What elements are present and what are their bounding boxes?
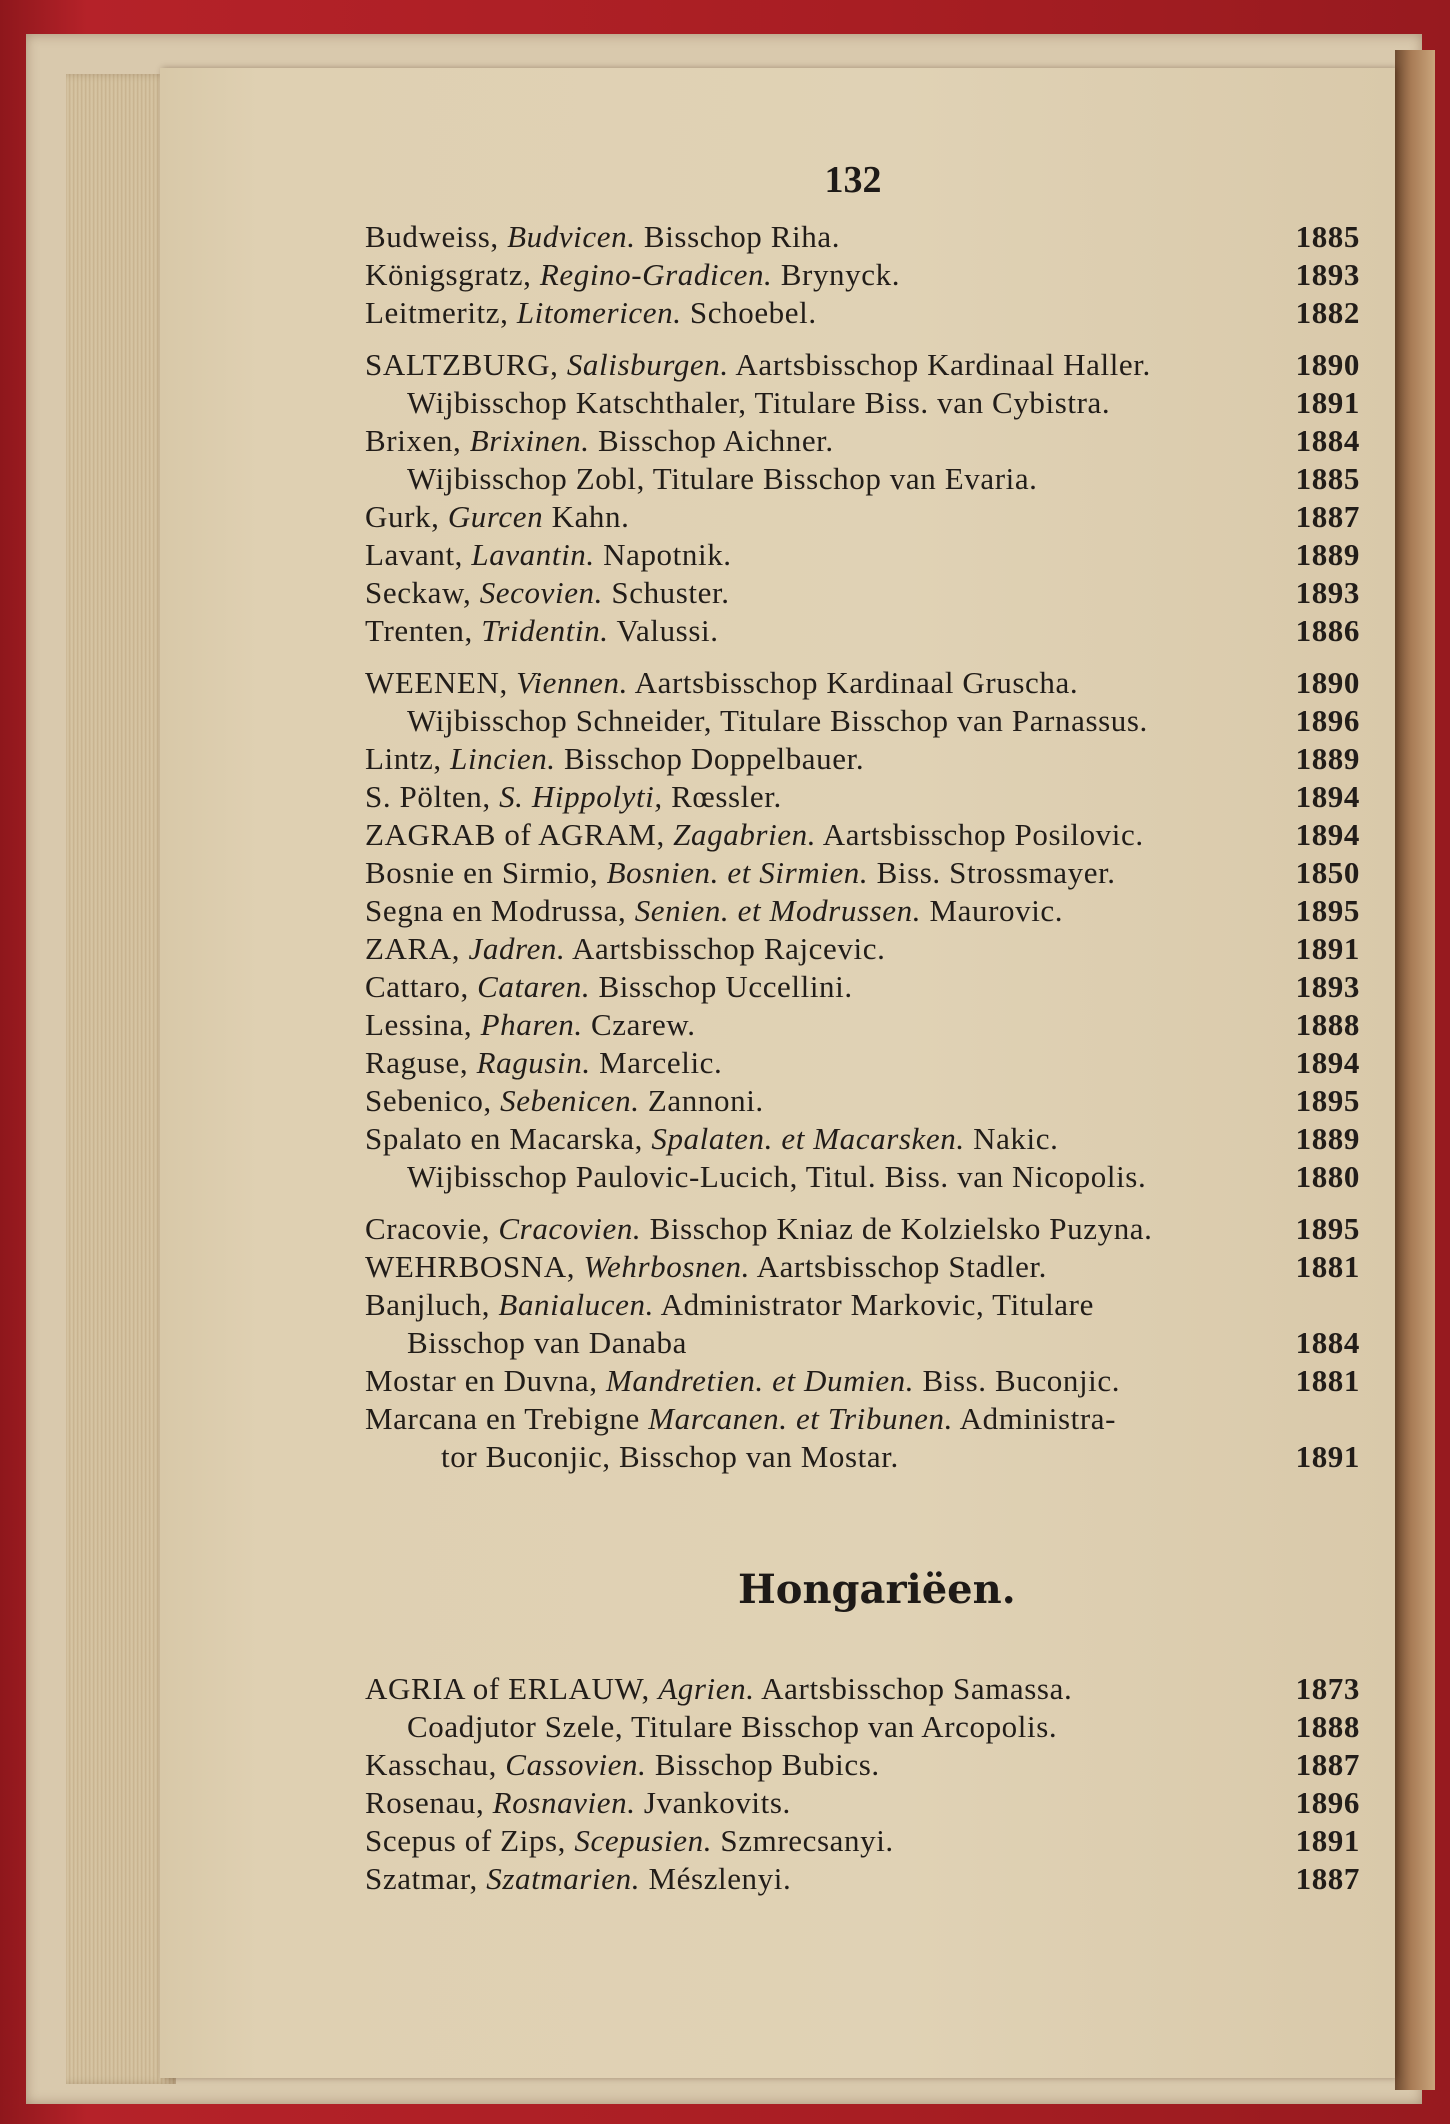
entry-text xyxy=(365,741,864,776)
entry-text xyxy=(365,893,1063,928)
page-number: 132 xyxy=(824,159,882,201)
entry-bishop: Napotnik. xyxy=(594,537,732,572)
entry-text xyxy=(365,703,1148,738)
entry-row xyxy=(365,1670,1375,1708)
entry-year: 1885 xyxy=(1295,461,1360,496)
entry-bishop: Bisschop Riha. xyxy=(635,219,841,254)
entry-year: 1885 xyxy=(1295,219,1360,254)
entry-text xyxy=(365,537,732,572)
entry-bishop: Schuster. xyxy=(603,575,730,610)
entry-row xyxy=(365,702,1375,740)
entry-name: Wijbisschop Zobl, Titulare Bisschop van Evaria. xyxy=(407,461,1038,496)
entry-bishop: Administra- xyxy=(952,1401,1117,1436)
entry-year: 1895 xyxy=(1295,893,1360,928)
entry-bishop: Aartsbisschop Posilovic. xyxy=(816,817,1144,852)
entry-text xyxy=(365,1249,1047,1284)
entry-bishop: Bisschop Doppelbauer. xyxy=(555,741,865,776)
entry-row xyxy=(365,1400,1375,1438)
entry-name: Kasschau, xyxy=(365,1747,506,1782)
entry-row xyxy=(365,892,1375,930)
entry-row xyxy=(365,1362,1375,1400)
entry-name: Bisschop van Danaba xyxy=(407,1325,688,1360)
entry-row xyxy=(365,218,1375,256)
entry-name: AGRIA of ERLAUW, xyxy=(365,1671,659,1706)
entry-name: Banjluch, xyxy=(365,1287,499,1322)
entry-year: 1873 xyxy=(1295,1671,1360,1706)
entry-text xyxy=(365,385,1110,420)
entry-latin-name: Tridentin. xyxy=(481,613,609,648)
entry-row xyxy=(365,816,1375,854)
entry-latin-name: Budvicen. xyxy=(507,219,636,254)
entry-year: 1889 xyxy=(1295,1121,1360,1156)
entry-name: SALTZBURG, xyxy=(365,347,567,382)
entry-row xyxy=(365,612,1375,650)
entry-name: Scepus of Zips, xyxy=(365,1823,575,1858)
entry-year: 1888 xyxy=(1295,1709,1360,1744)
entry-latin-name: Bosnien. et Sirmien. xyxy=(606,855,869,890)
entry-name: Leitmeritz, xyxy=(365,295,517,330)
entry-list-austria xyxy=(365,218,1375,1476)
entry-row xyxy=(365,256,1375,294)
entry-row xyxy=(365,1044,1375,1082)
entry-latin-name: Ragusin. xyxy=(476,1045,591,1080)
entry-bishop: Bisschop Bubics. xyxy=(646,1747,880,1782)
entry-latin-name: Cassovien. xyxy=(505,1747,647,1782)
entry-bishop: Aartsbisschop Kardinaal Gruscha. xyxy=(627,665,1079,700)
entry-latin-name: Cracovien. xyxy=(498,1211,642,1246)
entry-latin-name: S. Hippolyti, xyxy=(499,779,663,814)
entry-name: Lavant, xyxy=(365,537,472,572)
entry-latin-name: Cataren. xyxy=(477,969,591,1004)
entry-year: 1888 xyxy=(1295,1007,1360,1042)
entry-latin-name: Banialucen. xyxy=(498,1287,654,1322)
entry-name: Wijbisschop Katschthaler, Titulare Biss. van Cybistra. xyxy=(407,385,1111,420)
entry-bishop: Bisschop Kniaz de Kolzielsko Puzyna. xyxy=(641,1211,1153,1246)
entry-year: 1893 xyxy=(1295,257,1360,292)
entry-year: 1891 xyxy=(1295,1439,1360,1474)
entry-row xyxy=(365,664,1375,702)
entry-bishop: Aartsbisschop Rajcevic. xyxy=(565,931,886,966)
entry-name: Cattaro, xyxy=(365,969,478,1004)
entry-bishop: Szmrecsanyi. xyxy=(712,1823,894,1858)
entry-bishop: Brynyck. xyxy=(772,257,901,292)
entry-year: 1891 xyxy=(1295,385,1360,420)
entry-text xyxy=(365,257,900,292)
entry-year: 1894 xyxy=(1295,817,1360,852)
entry-bishop: Biss. Buconjic. xyxy=(914,1363,1121,1398)
section-heading: Hongariëen. xyxy=(738,1566,1016,1613)
entry-text xyxy=(365,1747,880,1782)
entry-list-hungary xyxy=(365,1670,1375,1898)
entry-row xyxy=(365,498,1375,536)
entry-text xyxy=(365,1823,894,1858)
entry-text xyxy=(365,1861,791,1896)
entry-row xyxy=(365,778,1375,816)
entry-name: Gurk, xyxy=(365,499,448,534)
entry-text xyxy=(365,1363,1120,1398)
entry-row xyxy=(365,460,1375,498)
entry-bishop: Rœssler. xyxy=(662,779,782,814)
entry-name: ZARA, xyxy=(365,931,469,966)
entry-year: 1893 xyxy=(1295,969,1360,1004)
entry-year: 1889 xyxy=(1295,537,1360,572)
entry-row xyxy=(365,384,1375,422)
entry-text xyxy=(365,499,629,534)
entry-name: Brixen, xyxy=(365,423,470,458)
entry-latin-name: Lavantin. xyxy=(471,537,595,572)
entry-year: 1890 xyxy=(1295,665,1360,700)
entry-row xyxy=(365,1210,1375,1248)
entry-bishop: Valussi. xyxy=(608,613,719,648)
entry-name: Seckaw, xyxy=(365,575,480,610)
entry-text xyxy=(365,1709,1057,1744)
entry-name: Trenten, xyxy=(365,613,482,648)
entry-text xyxy=(365,1121,1058,1156)
entry-year: 1884 xyxy=(1295,423,1360,458)
entry-row xyxy=(365,1286,1375,1324)
entry-name: Segna en Modrussa, xyxy=(365,893,635,928)
entry-row xyxy=(365,1438,1375,1476)
entry-name: S. Pölten, xyxy=(365,779,500,814)
entry-name: WEHRBOSNA, xyxy=(365,1249,584,1284)
entry-latin-name: Wehrbosnen. xyxy=(583,1249,750,1284)
entry-bishop: Zannoni. xyxy=(639,1083,764,1118)
entry-bishop: Bisschop Aichner. xyxy=(589,423,834,458)
entry-row xyxy=(365,968,1375,1006)
entry-text xyxy=(365,1211,1153,1246)
entry-bishop: Kahn. xyxy=(543,499,630,534)
entry-name: Lessina, xyxy=(365,1007,481,1042)
entry-row xyxy=(365,1158,1375,1196)
entry-text xyxy=(365,931,885,966)
entry-row xyxy=(365,536,1375,574)
entry-text xyxy=(365,295,817,330)
entry-bishop: Maurovic. xyxy=(921,893,1064,928)
entry-text xyxy=(365,1045,722,1080)
entry-name: Marcana en Trebigne xyxy=(365,1401,649,1436)
entry-bishop: Administrator Markovic, Titulare xyxy=(653,1287,1094,1322)
entry-row xyxy=(365,1120,1375,1158)
entry-text xyxy=(365,1007,696,1042)
entry-year: 1850 xyxy=(1295,855,1360,890)
entry-row xyxy=(365,1006,1375,1044)
entry-name: Mostar en Duvna, xyxy=(365,1363,606,1398)
entry-latin-name: Scepusien. xyxy=(574,1823,713,1858)
entry-text xyxy=(365,1083,764,1118)
entry-text xyxy=(365,219,840,254)
entry-year: 1894 xyxy=(1295,1045,1360,1080)
entry-year: 1890 xyxy=(1295,347,1360,382)
entry-name: Rosenau, xyxy=(365,1785,493,1820)
entry-text xyxy=(365,665,1078,700)
entry-name: Coadjutor Szele, Titulare Bisschop van Arcopolis. xyxy=(407,1709,1058,1744)
entry-latin-name: Gurcen xyxy=(447,499,544,534)
entry-latin-name: Brixinen. xyxy=(469,423,590,458)
entry-bishop: Marcelic. xyxy=(590,1045,723,1080)
entry-row xyxy=(365,1248,1375,1286)
entry-row xyxy=(365,930,1375,968)
entry-year: 1884 xyxy=(1295,1325,1360,1360)
entry-latin-name: Salisburgen. xyxy=(566,347,729,382)
entry-latin-name: Zagabrien. xyxy=(673,817,817,852)
entry-latin-name: Senien. et Modrussen. xyxy=(634,893,922,928)
entry-year: 1889 xyxy=(1295,741,1360,776)
entry-text xyxy=(365,969,853,1004)
entry-name: WEENEN, xyxy=(365,665,517,700)
entry-name: Sebenico, xyxy=(365,1083,501,1118)
entry-bishop: Czarew. xyxy=(582,1007,696,1042)
entry-row xyxy=(365,1746,1375,1784)
entry-name: Bosnie en Sirmio, xyxy=(365,855,607,890)
entry-year: 1895 xyxy=(1295,1083,1360,1118)
entry-row xyxy=(365,1860,1375,1898)
entry-latin-name: Pharen. xyxy=(480,1007,583,1042)
entry-name: Wijbisschop Schneider, Titulare Bisschop van Parnassus. xyxy=(407,703,1148,738)
entry-row xyxy=(365,1708,1375,1746)
entry-latin-name: Szatmarien. xyxy=(486,1861,641,1896)
entry-latin-name: Viennen. xyxy=(516,665,628,700)
entry-bishop: Jvankovits. xyxy=(635,1785,791,1820)
entry-text xyxy=(365,1287,1094,1322)
entry-year: 1880 xyxy=(1295,1159,1360,1194)
entry-row xyxy=(365,294,1375,332)
entry-text xyxy=(365,1671,1072,1706)
entry-year: 1895 xyxy=(1295,1211,1360,1246)
entry-text xyxy=(365,423,834,458)
entry-name: tor Buconjic, Bisschop van Mostar. xyxy=(441,1439,899,1474)
entry-year: 1881 xyxy=(1295,1363,1360,1398)
entry-row xyxy=(365,422,1375,460)
entry-text xyxy=(365,855,1116,890)
entry-year: 1894 xyxy=(1295,779,1360,814)
entry-year: 1886 xyxy=(1295,613,1360,648)
entry-row xyxy=(365,574,1375,612)
entry-name: Szatmar, xyxy=(365,1861,487,1896)
entry-bishop: Bisschop Uccellini. xyxy=(590,969,853,1004)
entry-bishop: Nakic. xyxy=(964,1121,1059,1156)
entry-row xyxy=(365,1784,1375,1822)
entry-latin-name: Regino-Gradicen. xyxy=(539,257,773,292)
entry-year: 1887 xyxy=(1295,1747,1360,1782)
facing-page-edge xyxy=(1395,50,1435,2090)
entry-bishop: Aartsbisschop Stadler. xyxy=(749,1249,1048,1284)
entry-text xyxy=(365,575,730,610)
entry-name: Cracovie, xyxy=(365,1211,499,1246)
entry-year: 1893 xyxy=(1295,575,1360,610)
entry-bishop: Aartsbisschop Kardinaal Haller. xyxy=(728,347,1151,382)
entry-year: 1887 xyxy=(1295,499,1360,534)
entry-latin-name: Sebenicen. xyxy=(500,1083,640,1118)
entry-year: 1891 xyxy=(1295,1823,1360,1858)
entry-bishop: Mészlenyi. xyxy=(640,1861,792,1896)
entry-bishop: Aartsbisschop Samassa. xyxy=(754,1671,1073,1706)
entry-text xyxy=(365,1401,1116,1436)
entry-text xyxy=(365,817,1144,852)
entry-latin-name: Marcanen. et Tribunen. xyxy=(648,1401,953,1436)
entry-text xyxy=(365,461,1038,496)
entry-row xyxy=(365,854,1375,892)
entry-bishop: Biss. Strossmayer. xyxy=(868,855,1116,890)
entry-name: Königsgratz, xyxy=(365,257,540,292)
entry-bishop: Schoebel. xyxy=(681,295,817,330)
entry-row xyxy=(365,740,1375,778)
entry-year: 1887 xyxy=(1295,1861,1360,1896)
entry-name: Lintz, xyxy=(365,741,451,776)
entry-name: ZAGRAB of AGRAM, xyxy=(365,817,674,852)
entry-name: Budweiss, xyxy=(365,219,508,254)
entry-year: 1882 xyxy=(1295,295,1360,330)
entry-row xyxy=(365,346,1375,384)
entry-latin-name: Mandretien. et Dumien. xyxy=(605,1363,915,1398)
entry-name: Spalato en Macarska, xyxy=(365,1121,652,1156)
entry-row xyxy=(365,1082,1375,1120)
entry-latin-name: Lincien. xyxy=(450,741,556,776)
entry-year: 1896 xyxy=(1295,1785,1360,1820)
entry-name: Raguse, xyxy=(365,1045,477,1080)
entry-text xyxy=(365,613,719,648)
entry-latin-name: Agrien. xyxy=(658,1671,755,1706)
entry-latin-name: Jadren. xyxy=(468,931,566,966)
entry-year: 1881 xyxy=(1295,1249,1360,1284)
entry-text xyxy=(365,1439,899,1474)
entry-latin-name: Secovien. xyxy=(479,575,604,610)
entry-row xyxy=(365,1324,1375,1362)
entry-text xyxy=(365,1785,791,1820)
entry-latin-name: Rosnavien. xyxy=(492,1785,636,1820)
entry-year: 1891 xyxy=(1295,931,1360,966)
entry-latin-name: Litomericen. xyxy=(516,295,682,330)
entry-text xyxy=(365,1325,687,1360)
entry-text xyxy=(365,779,782,814)
entry-latin-name: Spalaten. et Macarsken. xyxy=(651,1121,965,1156)
entry-text xyxy=(365,347,1151,382)
entry-name: Wijbisschop Paulovic-Lucich, Titul. Biss. van Nicopolis. xyxy=(407,1159,1147,1194)
entry-row xyxy=(365,1822,1375,1860)
entry-text xyxy=(365,1159,1146,1194)
entry-year: 1896 xyxy=(1295,703,1360,738)
